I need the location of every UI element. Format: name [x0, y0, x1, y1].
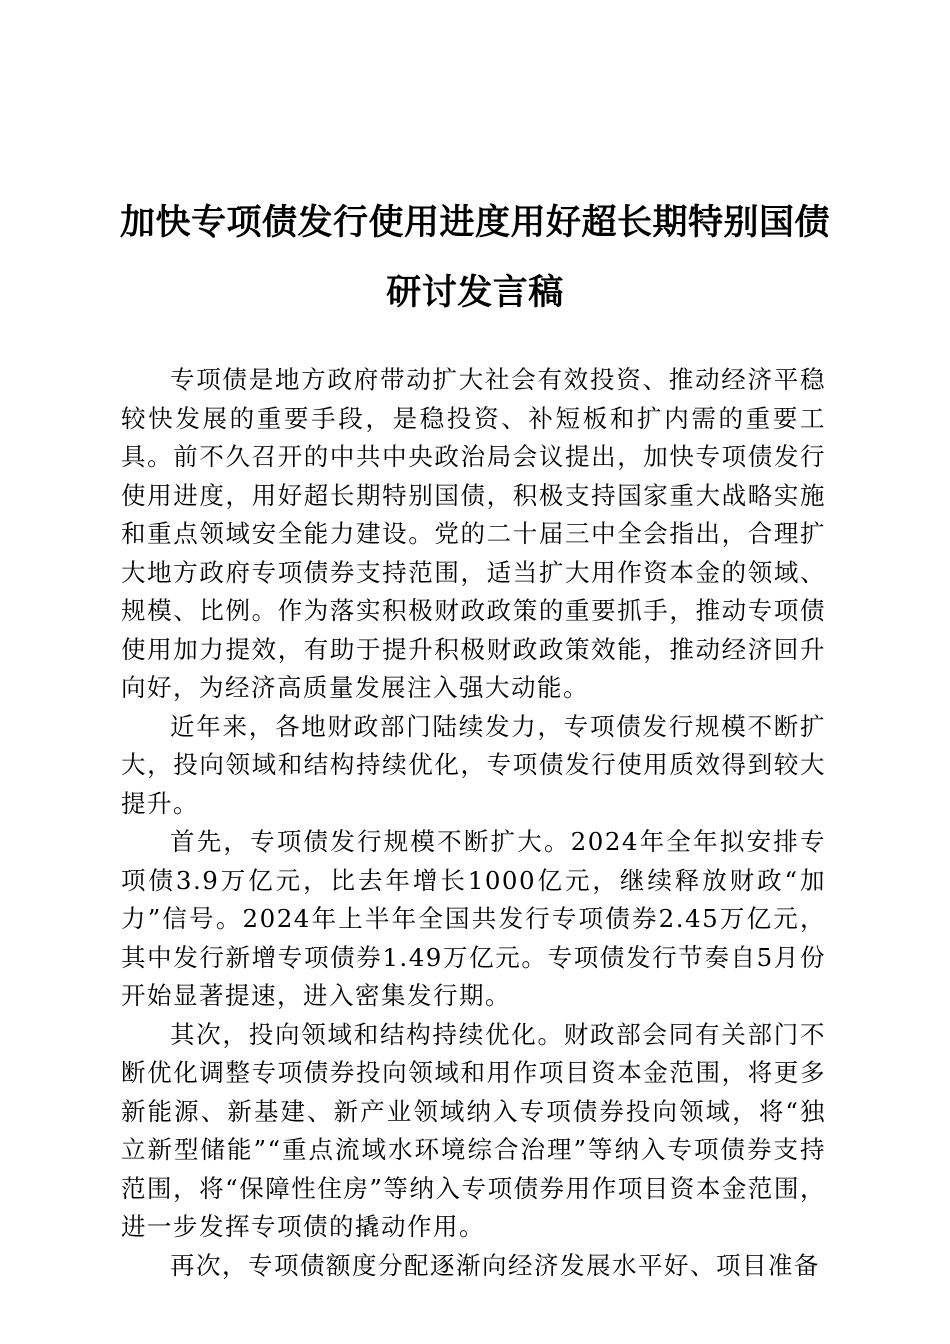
paragraph-4: 其次，投向领域和结构持续优化。财政部会同有关部门不断优化调整专项债券投向领域和用作项目资本金范围，将更多新能源、新基建、新产业领域纳入专项债券投向领域，将“独立新型储能”“重点流域水环境综合治理”等纳入专项债券支持范围，将“保障性住房”等纳入专项债券用作项目资本金范围，进一步发挥专项债的撬动作用。: [121, 1019, 826, 1241]
paragraph-3: 首先，专项债发行规模不断扩大。2024年全年拟安排专项债3.9万亿元，比去年增长1000亿元，继续释放财政“加力”信号。2024年上半年全国共发行专项债券2.45万亿元，其中发行新增专项债券1.49万亿元。专项债发行节奏自5月份开始显著提速，进入密集发行期。: [121, 827, 826, 1010]
document-title: [100, 188, 850, 328]
paragraph-2: 近年来，各地财政部门陆续发力，专项债发行规模不断扩大，投向领域和结构持续优化，专项债发行使用质效得到较大提升。: [121, 711, 826, 818]
document-body: [121, 361, 826, 1285]
title-line-2: 研讨发言稿: [386, 273, 564, 313]
title-line-1: 加快专项债发行使用进度用好超长期特别国债: [119, 203, 830, 243]
paragraph-5: 再次，专项债额度分配逐渐向经济发展水平好、项目准备: [170, 1250, 820, 1280]
paragraph-1: 专项债是地方政府带动扩大社会有效投资、推动经济平稳较快发展的重要手段，是稳投资、补短板和扩内需的重要工具。前不久召开的中共中央政治局会议提出，加快专项债发行使用进度，用好超长期特别国债，积极支持国家重大战略实施和重点领域安全能力建设。党的二十届三中全会指出，合理扩大地方政府专项债券支持范围，适当扩大用作资本金的领域、规模、比例。作为落实积极财政政策的重要抓手，推动专项债使用加力提效，有助于提升积极财政政策效能，推动经济回升向好，为经济高质量发展注入强大动能。: [121, 365, 826, 702]
